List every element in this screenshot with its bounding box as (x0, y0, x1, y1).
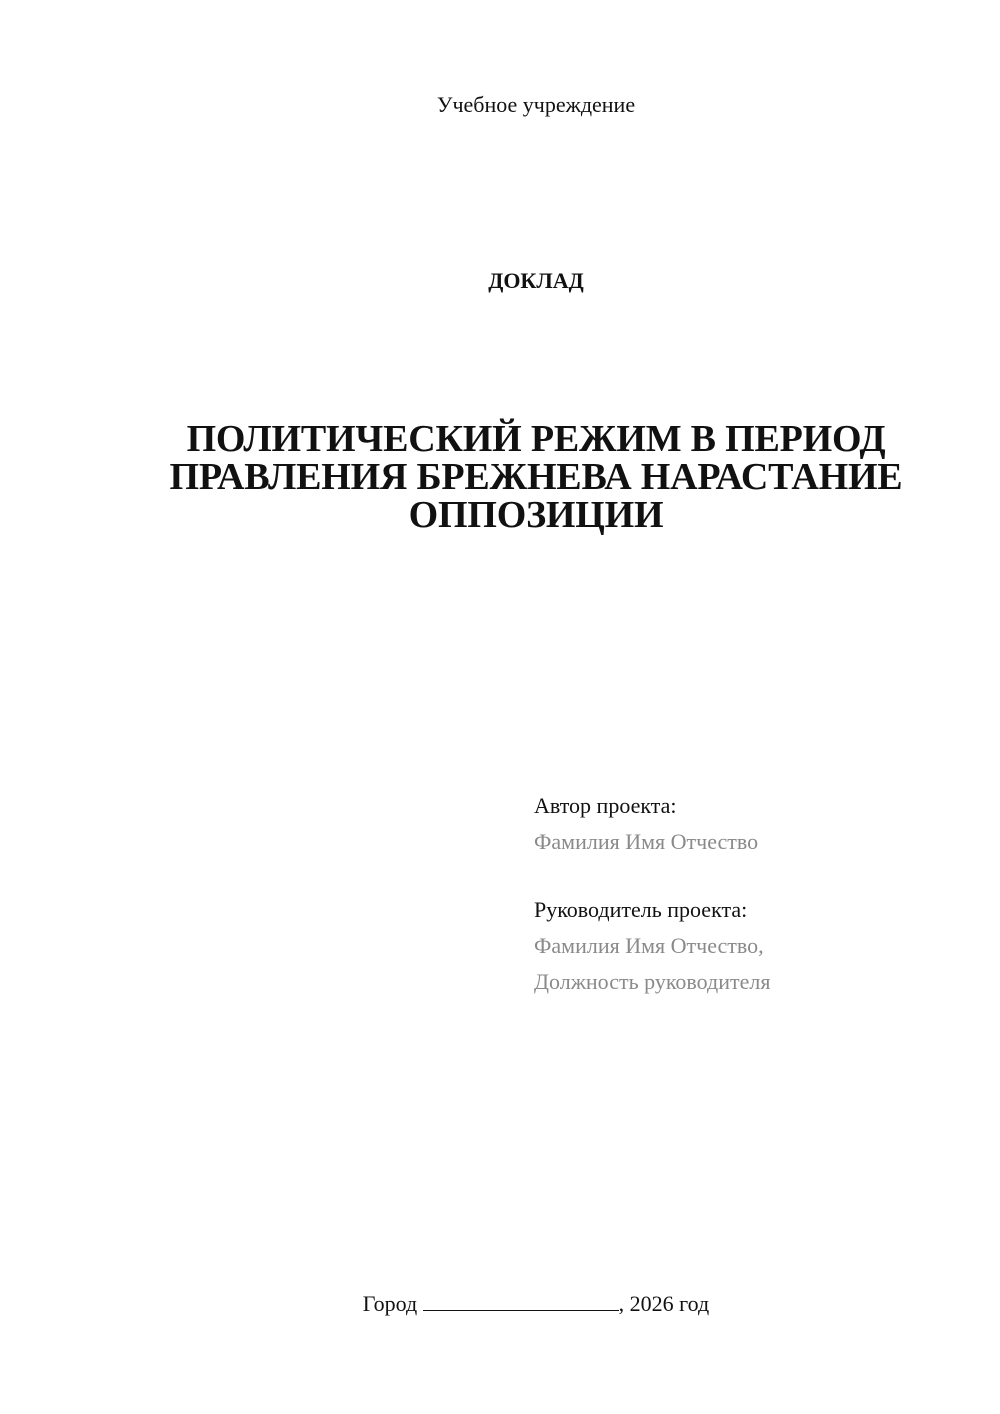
authors-block (534, 788, 974, 1000)
city-label: Город (362, 1291, 418, 1316)
title-line: ПОЛИТИЧЕСКИЙ РЕЖИМ В ПЕРИОД (186, 418, 886, 460)
document-type: ДОКЛАД (488, 268, 584, 293)
author-name: Фамилия Имя Отчество (534, 829, 759, 854)
spacer (534, 860, 974, 892)
year-text: , 2026 год (618, 1291, 710, 1316)
supervisor-label: Руководитель проекта: (534, 897, 748, 922)
supervisor-position: Должность руководителя (534, 969, 771, 994)
institution-name: Учебное учреждение (436, 92, 636, 117)
title-line: ПРАВЛЕНИЯ БРЕЖНЕВА НАРАСТАНИЕ (169, 456, 903, 498)
title-line: ОППОЗИЦИИ (408, 494, 664, 536)
document-title (130, 420, 942, 534)
supervisor-name: Фамилия Имя Отчество, (534, 933, 764, 958)
author-label: Автор проекта: (534, 793, 677, 818)
footer-city-year (0, 1290, 1000, 1317)
city-blank-line (423, 1290, 619, 1311)
